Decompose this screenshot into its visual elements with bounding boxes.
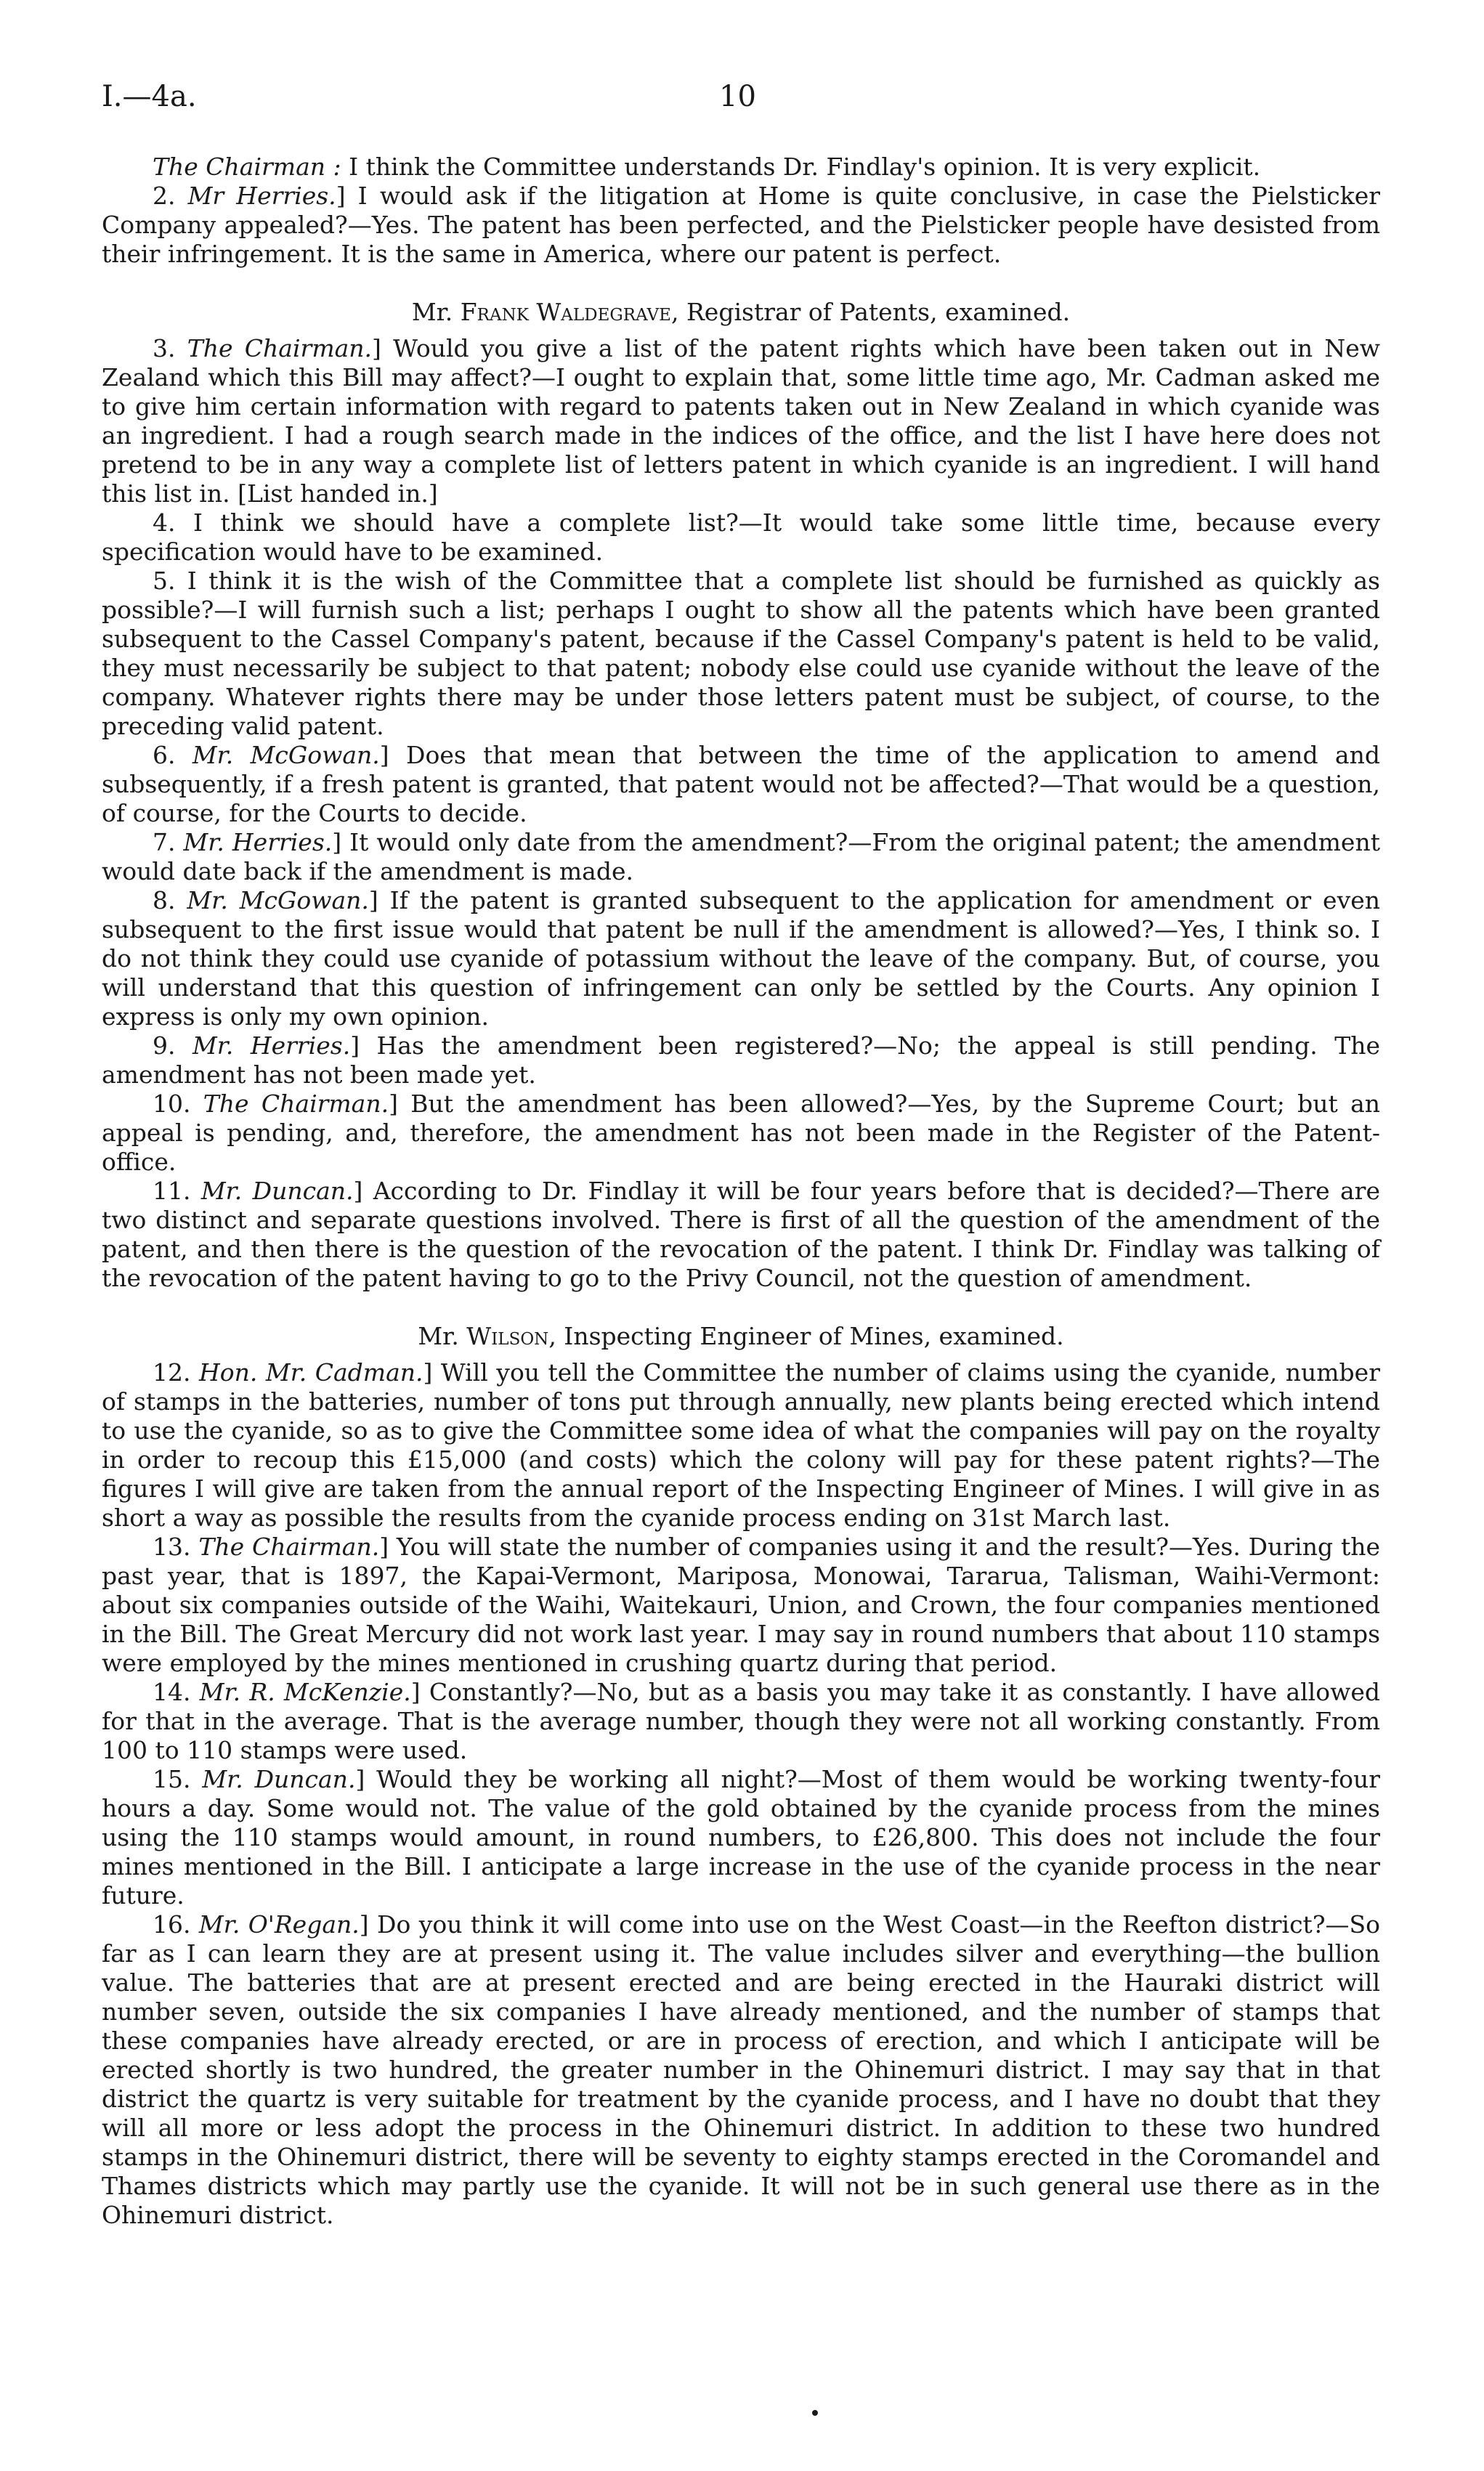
question-number: 9.	[153, 1031, 176, 1060]
paragraph-text: I think we should have a complete list?—It would take some little time, because every specification would have to be examined.	[102, 508, 1380, 566]
speaker: Mr. R. McKenzie.	[199, 1678, 411, 1706]
paragraph	[102, 153, 1380, 182]
paragraph-text: ] But the amendment has been allowed?—Yes, by the Supreme Court; but an appeal is pending, and, therefore, the amendment has not been made in the Register of the Patent-office.	[102, 1090, 1381, 1176]
page-header	[102, 80, 1380, 123]
section-chairman-remarks	[102, 153, 1380, 269]
speaker: Mr. McGowan.	[192, 741, 380, 769]
paragraph-text: ] Constantly?—No, but as a basis you may take it as constantly. I have allowed for that in the average. That is the average number, though they were not all working constantly. From 100 to 110 stamps were used.	[102, 1678, 1380, 1764]
speaker: Hon. Mr. Cadman.	[198, 1358, 423, 1387]
paragraph	[102, 828, 1380, 886]
paragraph-text: ] Does that mean that between the time of the application to amend and subsequently, if a fresh patent is granted, that patent would not be affected?—That would be a question, of course, for the Courts to decide.	[102, 741, 1380, 827]
question-number: 7.	[153, 828, 176, 856]
speaker: Mr. Herries.	[183, 828, 333, 856]
speaker: The Chairman :	[153, 153, 341, 181]
section-heading: Mr. Wilson, Inspecting Engineer of Mines, examined.	[418, 1322, 1064, 1350]
question-number: 14.	[153, 1678, 191, 1706]
speaker: Mr. Duncan.	[200, 1177, 354, 1205]
paragraph-text: ] According to Dr. Findlay it will be four years before that is decided?—There are two distinct and separate questions involved. There is first of all the question of the amendment of the patent, and then there is the question of the revocation of the patent. I think Dr. Findlay was talking of the revocation of the patent having to go to the Privy Council, not the question of amendment.	[102, 1177, 1380, 1292]
speaker: Mr. Duncan.	[202, 1765, 356, 1793]
paragraph	[102, 1765, 1380, 1910]
section-wilson-examination	[102, 1322, 1380, 2230]
bottom-bullet-mark	[812, 2410, 818, 2416]
witness-name: Wilson	[466, 1322, 549, 1350]
question-number: 10.	[153, 1090, 191, 1118]
parliamentary-paper-reference: I.—4a.	[102, 80, 197, 113]
question-number: 16.	[153, 1910, 191, 1939]
paragraph	[102, 1177, 1380, 1293]
paragraph-text: ] Has the amendment been registered?—No; the appeal is still pending. The amendment has not been made yet.	[102, 1031, 1380, 1089]
speaker: Mr Herries.	[187, 182, 336, 210]
page-number: 10	[719, 80, 756, 113]
question-number: 13.	[153, 1533, 191, 1561]
speaker: The Chairman.	[203, 1090, 389, 1118]
paragraph-text: ] Will you tell the Committee the number of claims using the cyanide, number of stamps in the batteries, number of tons put through annually, new plants being erected which intend to use the cyanide, so as to give the Committee some idea of what the companies will pay on the royalty in order to recoup this £15,000 (and costs) which the colony will pay for these patent rights?—The figures I will give are taken from the annual report of the Inspecting Engineer of Mines. I will give in as short a way as possible the results from the cyanide process ending on 31st March last.	[102, 1358, 1380, 1532]
question-number: 6.	[153, 741, 176, 769]
paragraph-text: ] You will state the number of companies using it and the result?—Yes. During the past year, that is 1897, the Kapai-Vermont, Mariposa, Monowai, Tararua, Talisman, Waihi-Vermont: about six companies outside of the Waihi, Waitekauri, Union, and Crown, the four companies mentioned in the Bill. The Great Mercury did not work last year. I may say in round numbers that about 110 stamps were employed by the mines mentioned in crushing quartz during that period.	[102, 1533, 1380, 1677]
question-number: 5.	[153, 567, 176, 595]
paragraph-text: ] Would they be working all night?—Most of them would be working twenty-four hours a day. Some would not. The value of the gold obtained by the cyanide process from the mines using the 110 stamps would amount, in round numbers, to £26,800. This does not include the four mines mentioned in the Bill. I anticipate a large increase in the use of the cyanide process in the near future.	[102, 1765, 1380, 1910]
paragraph	[102, 182, 1380, 269]
paragraph-text: I think it is the wish of the Committee that a complete list should be furnished as quickly as possible?—I will furnish such a list; perhaps I ought to show all the patents which have been granted subsequent to the Cassel Company's patent, because if the Cassel Company's patent is held to be valid, they must necessarily be subject to that patent; nobody else could use cyanide without the leave of the company. Whatever rights there may be under those letters patent must be subject, of course, to the preceding valid patent.	[102, 567, 1380, 740]
paragraph	[102, 886, 1380, 1031]
paragraph-text: I think the Committee understands Dr. Findlay's opinion. It is very explicit.	[341, 153, 1261, 181]
speaker: The Chairman.	[198, 1533, 380, 1561]
section-heading: Mr. Frank Waldegrave, Registrar of Patents, examined.	[411, 298, 1071, 326]
speaker: Mr. McGowan.	[187, 886, 369, 914]
paragraph-text: ] I would ask if the litigation at Home is quite conclusive, in case the Pielsticker Company appealed?—Yes. The patent has been perfected, and the Pielsticker people have desisted from their infringement. It is the same in America, where our patent is perfect.	[102, 182, 1381, 268]
paragraph	[102, 1031, 1380, 1090]
paragraph-text: ] It would only date from the amendment?—From the original patent; the amendment would date back if the amendment is made.	[102, 828, 1380, 885]
question-number: 11.	[153, 1177, 191, 1205]
witness-name: Frank Waldegrave	[460, 298, 671, 326]
paragraph-text: ] Would you give a list of the patent rights which have been taken out in New Zealand which this Bill may affect?—I ought to explain that, some little time ago, Mr. Cadman asked me to give him certain information with regard to patents taken out in New Zealand in which cyanide was an ingredient. I had a rough search made in the indices of the office, and the list I have here does not pretend to be in any way a complete list of letters patent in which cyanide is an ingredient. I will hand this list in. [List handed in.]	[102, 334, 1380, 508]
paragraph	[102, 1910, 1380, 2230]
paragraph	[102, 567, 1380, 741]
section-waldegrave-examination	[102, 298, 1380, 1293]
speaker: Mr. O'Regan.	[198, 1910, 360, 1939]
paragraph	[102, 334, 1380, 508]
paragraph	[102, 741, 1380, 828]
paragraph	[102, 508, 1380, 567]
document-page	[102, 80, 1380, 2230]
paragraph	[102, 1090, 1380, 1177]
paragraph-text: ] Do you think it will come into use on the West Coast—in the Reefton district?—So far as I can learn they are at present using it. The value includes silver and everything—the bullion value. The batteries that are at present erected and are being erected in the Hauraki district will number seven, outside the six companies I have already mentioned, and the number of stamps that these companies have already erected, or are in process of erection, and which I anticipate will be erected shortly is two hundred, the greater number in the Ohinemuri district. I may say that in that district the quartz is very suitable for treatment by the cyanide process, and I have no doubt that they will all more or less adopt the process in the Ohinemuri district. In addition to these two hundred stamps in the Ohinemuri district, there will be seventy to eighty stamps erected in the Coromandel and Thames districts which may partly use the cyanide. It will not be in such general use there as in the Ohinemuri district.	[102, 1910, 1380, 2229]
question-number: 12.	[153, 1358, 191, 1387]
speaker: The Chairman.	[187, 334, 373, 362]
paragraph-text: ] If the patent is granted subsequent to the application for amendment or even subsequent to the first issue would that patent be null if the amendment is allowed?—Yes, I think so. I do not think they could use cyanide of potassium without the leave of the company. But, of course, you will understand that this question of infringement can only be settled by the Courts. Any opinion I express is only my own opinion.	[102, 886, 1380, 1031]
question-number: 8.	[153, 886, 176, 914]
question-number: 3.	[153, 334, 176, 362]
question-number: 4.	[153, 508, 176, 537]
question-number: 2.	[153, 182, 176, 210]
paragraph	[102, 1358, 1380, 1533]
paragraph	[102, 1533, 1380, 1678]
speaker: Mr. Herries.	[192, 1031, 351, 1060]
paragraph	[102, 1678, 1380, 1765]
question-number: 15.	[153, 1765, 191, 1793]
